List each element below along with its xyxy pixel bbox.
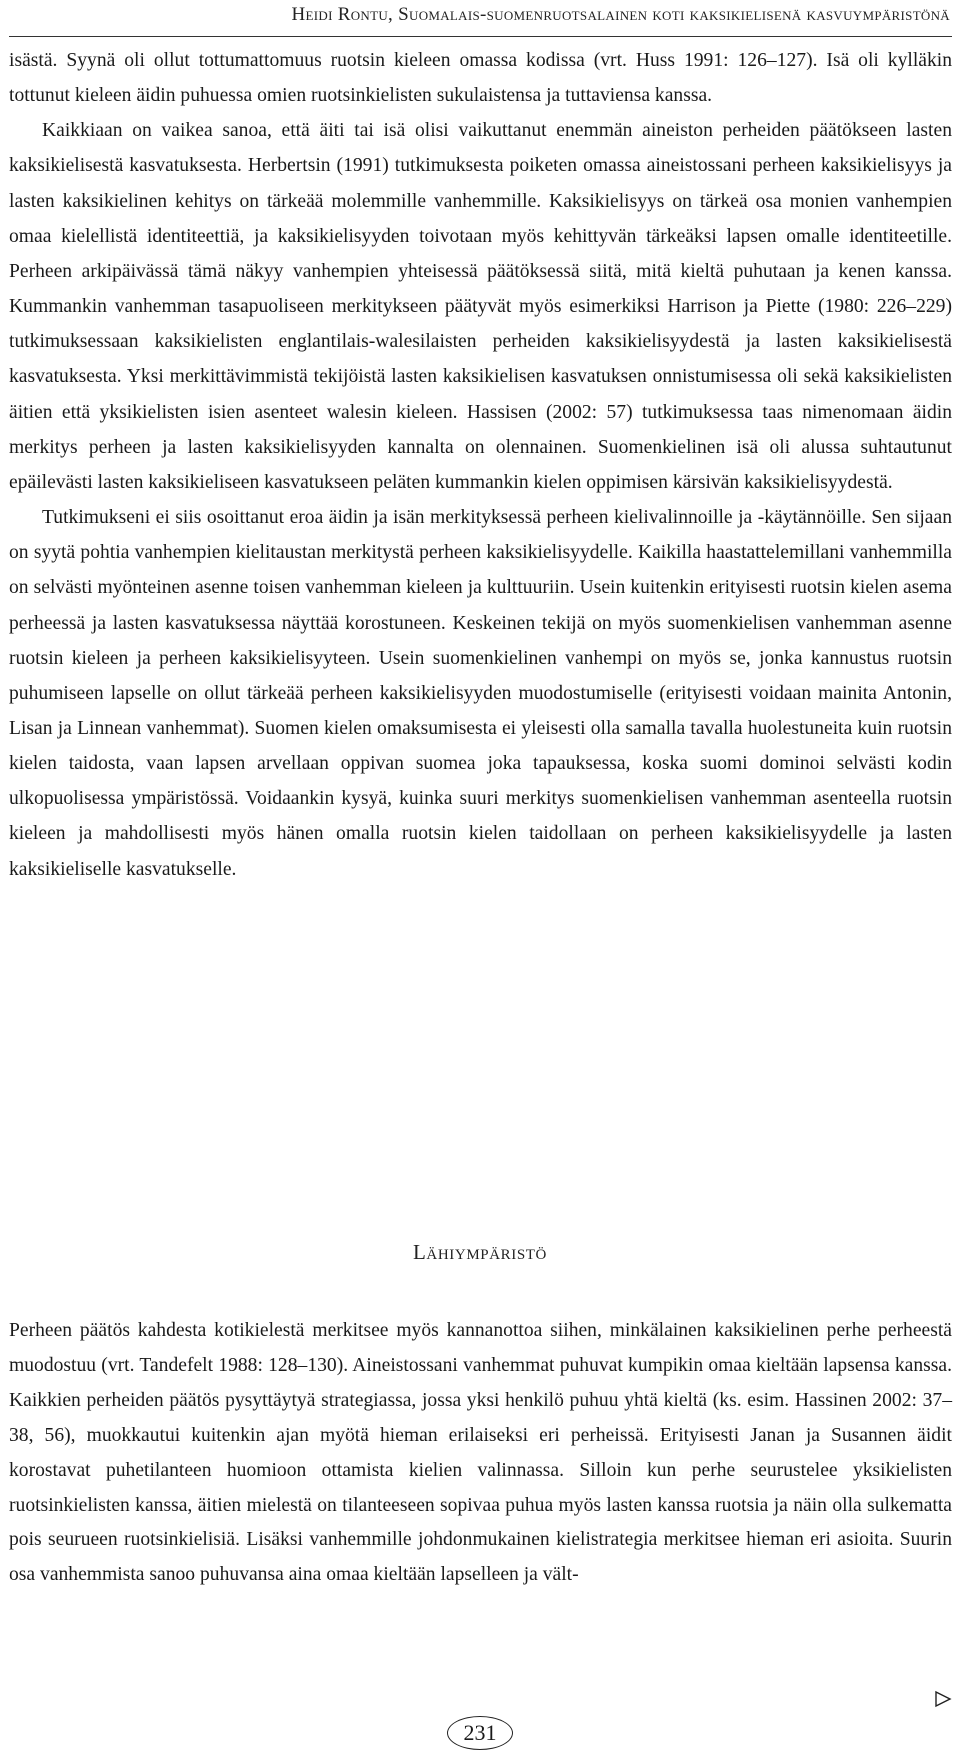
continue-arrow-icon (933, 1689, 953, 1709)
paragraph-3: Tutkimukseni ei siis osoittanut eroa äidin ja isän merkityksessä perheen kielivalinnoille ja -käytännöille. Sen sijaan on syytä pohtia vanhempien kielitaustan merkitystä perheen kaksikielisyydelle. Kaikilla haastattelemillani vanhemmilla on selvästi myönteinen asenne toisen vanhemman kieleen ja kulttuuriin. Usein kuitenkin erityisesti ruotsin kielen asema perheessä ja lasten kasvatuksessa näyttää korostuneen. Keskeinen tekijä on myös suomenkielisen vanhemman asenne ruotsin kieleen ja perheen kaksikielisyyteen. Usein suomenkielinen vanhempi on myös se, jonka kannustus ruotsin puhumiseen lapselle on ollut tärkeää perheen kaksikielisyyden muodostumiselle (erityisesti voidaan mainita Antonin, Lisan ja Linnean vanhemmat). Suomen kielen omaksumisesta ei yleisesti olla samalla tavalla huolestuneita kuin ruotsin kielen taidosta, vaan lapsen arvellaan oppivan suomea joka tapauksessa, koska suomi dominoi selvästi kodin ulkopuolisessa ympäristössä. Voidaankin kysyä, kuinka suuri merkitys suomenkielisen vanhemman asenteella ruotsin kieleen ja mahdollisesti myös hänen omalla ruotsin kielen taidollaan on perheen kaksikielisyydelle ja lasten kaksikieliselle kasvatukselle. (9, 507, 952, 880)
main-text (9, 43, 952, 887)
running-header: Heidi Rontu, Suomalais-suomenruotsalainen koti kaksikielisenä kasvuympäristönä (291, 4, 950, 25)
section-text (9, 1314, 952, 1593)
section-heading: Lähiympäristö (413, 1240, 547, 1264)
paragraph-2: Kaikkiaan on vaikea sanoa, että äiti tai isä olisi vaikuttanut enemmän aineiston perheiden päätökseen lasten kaksikielisestä kasvatuksesta. Herbertsin (1991) tutkimuksesta poiketen omassa aineistossani perheen kaksikielisyys ja lasten kaksikielinen kehitys on tärkeää molemmille vanhemmille. Kaksikielisyys on tärkeä osa monien vanhempien omaa kielellistä identiteettiä, ja kaksikielisyyden toivotaan myös kehittyvän tärkeäksi lapsen omalle identiteetille. Perheen arkipäivässä tämä näkyy vanhempien yhteisessä päätöksessä siitä, mitä kieltä puhutaan ja kenen kanssa. Kummankin vanhemman tasapuoliseen merkitykseen päätyvät myös esimerkiksi Harrison ja Piette (1980: 226–229) tutkimuksessaan kaksikielisten englantilais-walesilaisten perheiden kaksikielisyydestä ja lasten kaksikielisestä kasvatuksesta. Yksi merkittävimmistä tekijöistä lasten kaksikielisen kasvatuksen onnistumisessa oli sekä kaksikielisten äitien että yksikielisten isien asenteet walesin kieleen. Hassisen (2002: 57) tutkimuksessa taas nimenomaan äidin merkitys perheen ja lasten kaksikielisyyden kannalta on olennainen. Suomenkielinen isä oli alussa suhtautunut epäilevästi lasten kaksikieliseen kasvatukseen peläten kummankin kielen oppimisen kärsivän kaksikielisyydestä. (9, 120, 952, 493)
page-number: 231 (447, 1716, 513, 1750)
paragraph-1: isästä. Syynä oli ollut tottumattomuus ruotsin kieleen omassa kodissa (vrt. Huss 1991: 126–127). Isä oli kylläkin tottunut kieleen äidin puhuessa omien ruotsinkielisten sukulaistensa ja tuttaviensa kanssa. (9, 50, 952, 107)
section-paragraph-1: Perheen päätös kahdesta kotikielestä merkitsee myös kannanottoa siihen, minkälainen kaksikielinen perhe perheestä muodostuu (vrt. Tandefelt 1988: 128–130). Aineistossani vanhemmat puhuvat kumpikin omaa kieltään lapsensa kanssa. Kaikkien perheiden päätös pysyttäytyä strategiassa, jossa yksi henkilö puhuu yhtä kieltä (ks. esim. Hassinen 2002: 37–38, 56), muokkautui kuitenkin ajan myötä hieman erilaiseksi eri perheissä. Erityisesti Janan ja Susannen äidit korostavat puhetilanteen huomioon ottamista kielien valinnassa. Silloin kun perhe seurustelee yksikielisten ruotsinkielisten kanssa, äitien mielestä on tilanteeseen sopivaa puhua myös lasten kanssa ruotsia ja näin olla sulkematta pois seurueen ruotsinkielisiä. Lisäksi vanhemmille johdonmukainen kielistrategia merkitsee hieman eri asioita. Suurin osa vanhemmista sanoo puhuvansa aina omaa kieltään lapselleen ja vält- (9, 1320, 952, 1586)
header-rule (9, 36, 952, 37)
